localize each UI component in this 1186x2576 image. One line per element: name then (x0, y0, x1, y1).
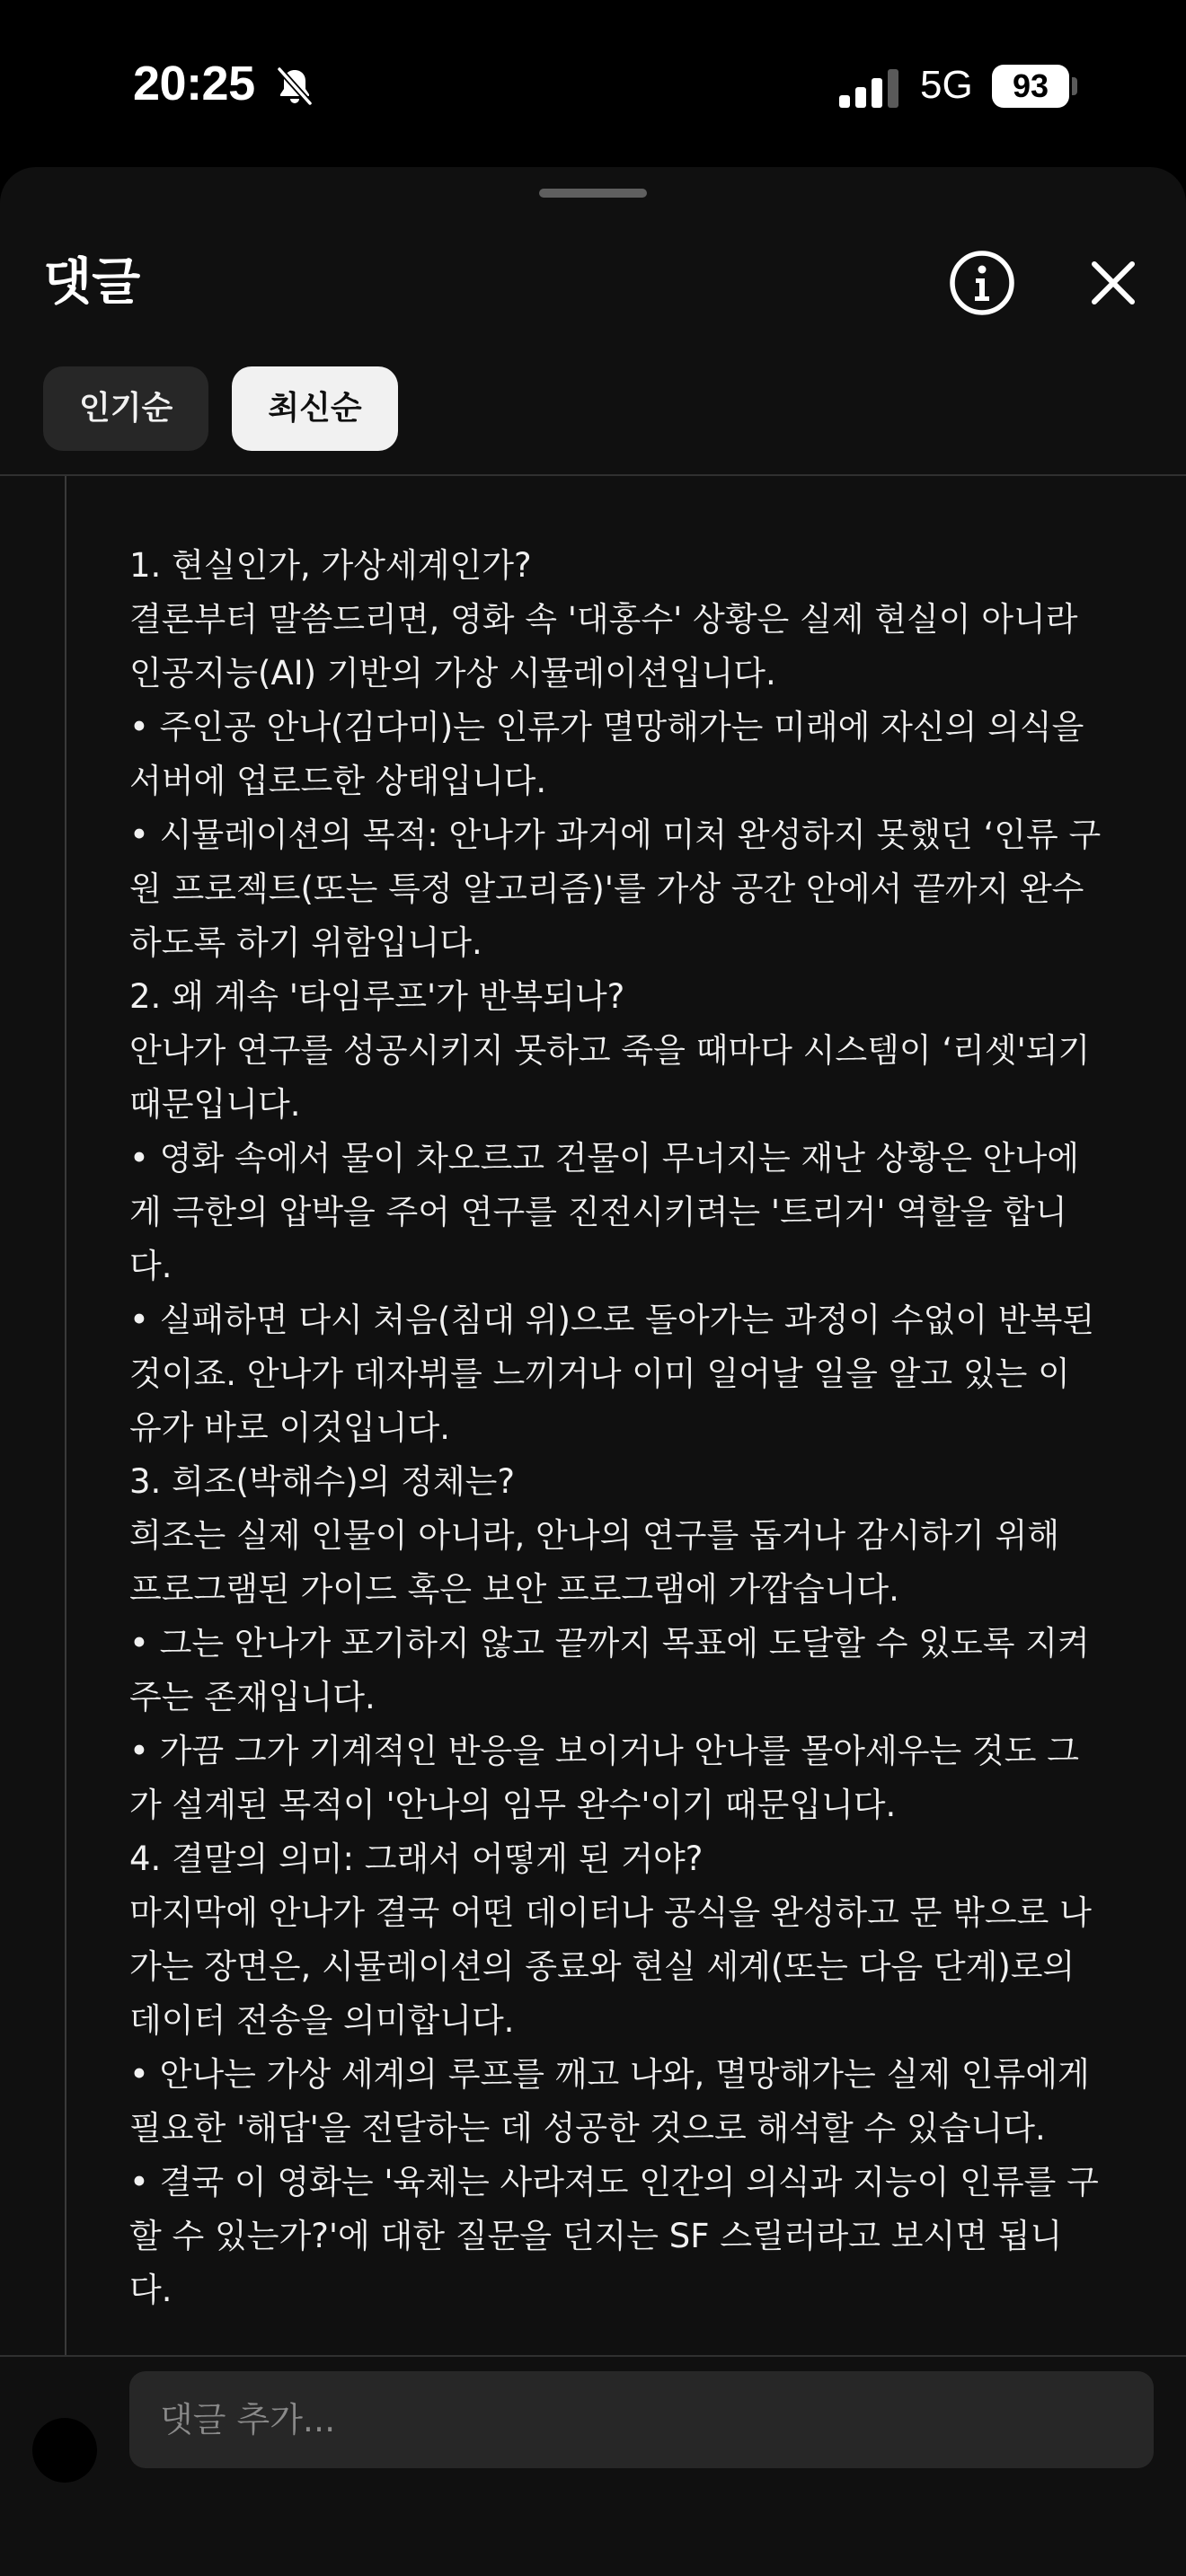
drag-handle[interactable] (539, 189, 647, 198)
comment-line: 2. 왜 계속 '타임루프'가 반복되나? (129, 977, 625, 1016)
sort-tabs (43, 366, 398, 451)
comment-line: 프로그램된 가이드 혹은 보안 프로그램에 가깝습니다. (129, 1570, 899, 1609)
tab-newest[interactable]: 최신순 (232, 366, 397, 451)
bell-slash-icon (273, 65, 316, 108)
comment-line: 것이죠. 안나가 데자뷔를 느끼거나 이미 일어날 일을 알고 있는 이 (129, 1354, 1070, 1393)
comment-line: 게 극한의 압박을 주어 연구를 진전시키려는 '트리거' 역할을 합니 (129, 1193, 1067, 1231)
comment-line: • 영화 속에서 물이 차오르고 건물이 무너지는 재난 상황은 안나에 (129, 1139, 1079, 1178)
comment-line: 유가 바로 이것입니다. (129, 1408, 450, 1447)
comment-line: 하도록 하기 위함입니다. (129, 923, 482, 962)
status-bar (0, 0, 1186, 171)
comment-line: 필요한 '해답'을 전달하는 데 성공한 것으로 해석할 수 있습니다. (129, 2109, 1046, 2148)
battery-icon (992, 65, 1069, 108)
comment-line: • 실패하면 다시 처음(침대 위)으로 돌아가는 과정이 수없이 반복된 (129, 1301, 1095, 1339)
comment-line: 서버에 업로드한 상태입니다. (129, 762, 547, 800)
close-icon[interactable] (1082, 251, 1145, 314)
comment-input[interactable] (129, 2371, 1154, 2468)
header-divider (0, 474, 1186, 476)
comment-line: 가 설계된 목적이 '안나의 임무 완수'이기 때문입니다. (129, 1786, 897, 1824)
comment-line: • 그는 안나가 포기하지 않고 끝까지 목표에 도달할 수 있도록 지켜 (129, 1624, 1090, 1663)
avatar[interactable] (32, 2418, 97, 2483)
comments-sheet (0, 167, 1186, 2576)
info-icon[interactable] (947, 248, 1017, 318)
comment-line: 1. 현실인가, 가상세계인가? (129, 546, 532, 585)
comment-line: • 결국 이 영화는 '육체는 사라져도 인간의 의식과 지능이 인류를 구 (129, 2163, 1099, 2201)
comment-line: 다. (129, 1247, 173, 1285)
comment-line: 원 프로젝트(또는 특정 알고리즘)'를 가상 공간 안에서 끝까지 완수 (129, 869, 1084, 908)
comment-line: 3. 희조(박해수)의 정체는? (129, 1462, 516, 1501)
cellular-signal-icon (839, 68, 900, 108)
comment-line: 데이터 전송을 의미합니다. (129, 2001, 515, 2040)
comment-line: 인공지능(AI) 기반의 가상 시뮬레이션입니다. (129, 654, 776, 693)
comment-line: • 주인공 안나(김다미)는 인류가 멸망해가는 미래에 자신의 의식을 (129, 708, 1084, 746)
comment-line: 때문입니다. (129, 1085, 301, 1124)
comment-line: 주는 존재입니다. (129, 1678, 376, 1716)
composer-divider (0, 2355, 1186, 2357)
battery-level: 93 (1012, 67, 1049, 104)
sheet-title: 댓글 (43, 253, 141, 312)
comment-line: 희조는 실제 인물이 아니라, 안나의 연구를 돕거나 감시하기 위해 (129, 1516, 1060, 1555)
comment-line: 결론부터 말씀드리면, 영화 속 '대홍수' 상황은 실제 현실이 아니라 (129, 600, 1078, 639)
comment-line: 할 수 있는가?'에 대한 질문을 던지는 SF 스릴러라고 보시면 됩니 (129, 2217, 1063, 2255)
comment-line: • 가끔 그가 기계적인 반응을 보이거나 안나를 몰아세우는 것도 그 (129, 1732, 1079, 1770)
comment-line: 다. (129, 2271, 173, 2309)
comment-line: 4. 결말의 의미: 그래서 어떻게 된 거야? (129, 1839, 704, 1878)
thread-line (65, 476, 66, 2355)
comment-line: 가는 장면은, 시뮬레이션의 종료와 현실 세계(또는 다음 단계)로의 (129, 1947, 1075, 1986)
comment-line: 마지막에 안나가 결국 어떤 데이터나 공식을 완성하고 문 밖으로 나 (129, 1893, 1092, 1932)
comment-text (129, 539, 1118, 2317)
status-time: 20:25 (133, 57, 255, 110)
comment-line: • 안나는 가상 세계의 루프를 깨고 나와, 멸망해가는 실제 인류에게 (129, 2055, 1090, 2094)
network-type: 5G (920, 63, 973, 107)
tab-popular[interactable]: 인기순 (43, 366, 208, 451)
comment-line: • 시뮬레이션의 목적: 안나가 과거에 미처 완성하지 못했던 ‘인류 구 (129, 816, 1102, 854)
battery-cap (1072, 77, 1077, 95)
comment-line: 안나가 연구를 성공시키지 못하고 죽을 때마다 시스템이 ‘리셋'되기 (129, 1031, 1091, 1070)
